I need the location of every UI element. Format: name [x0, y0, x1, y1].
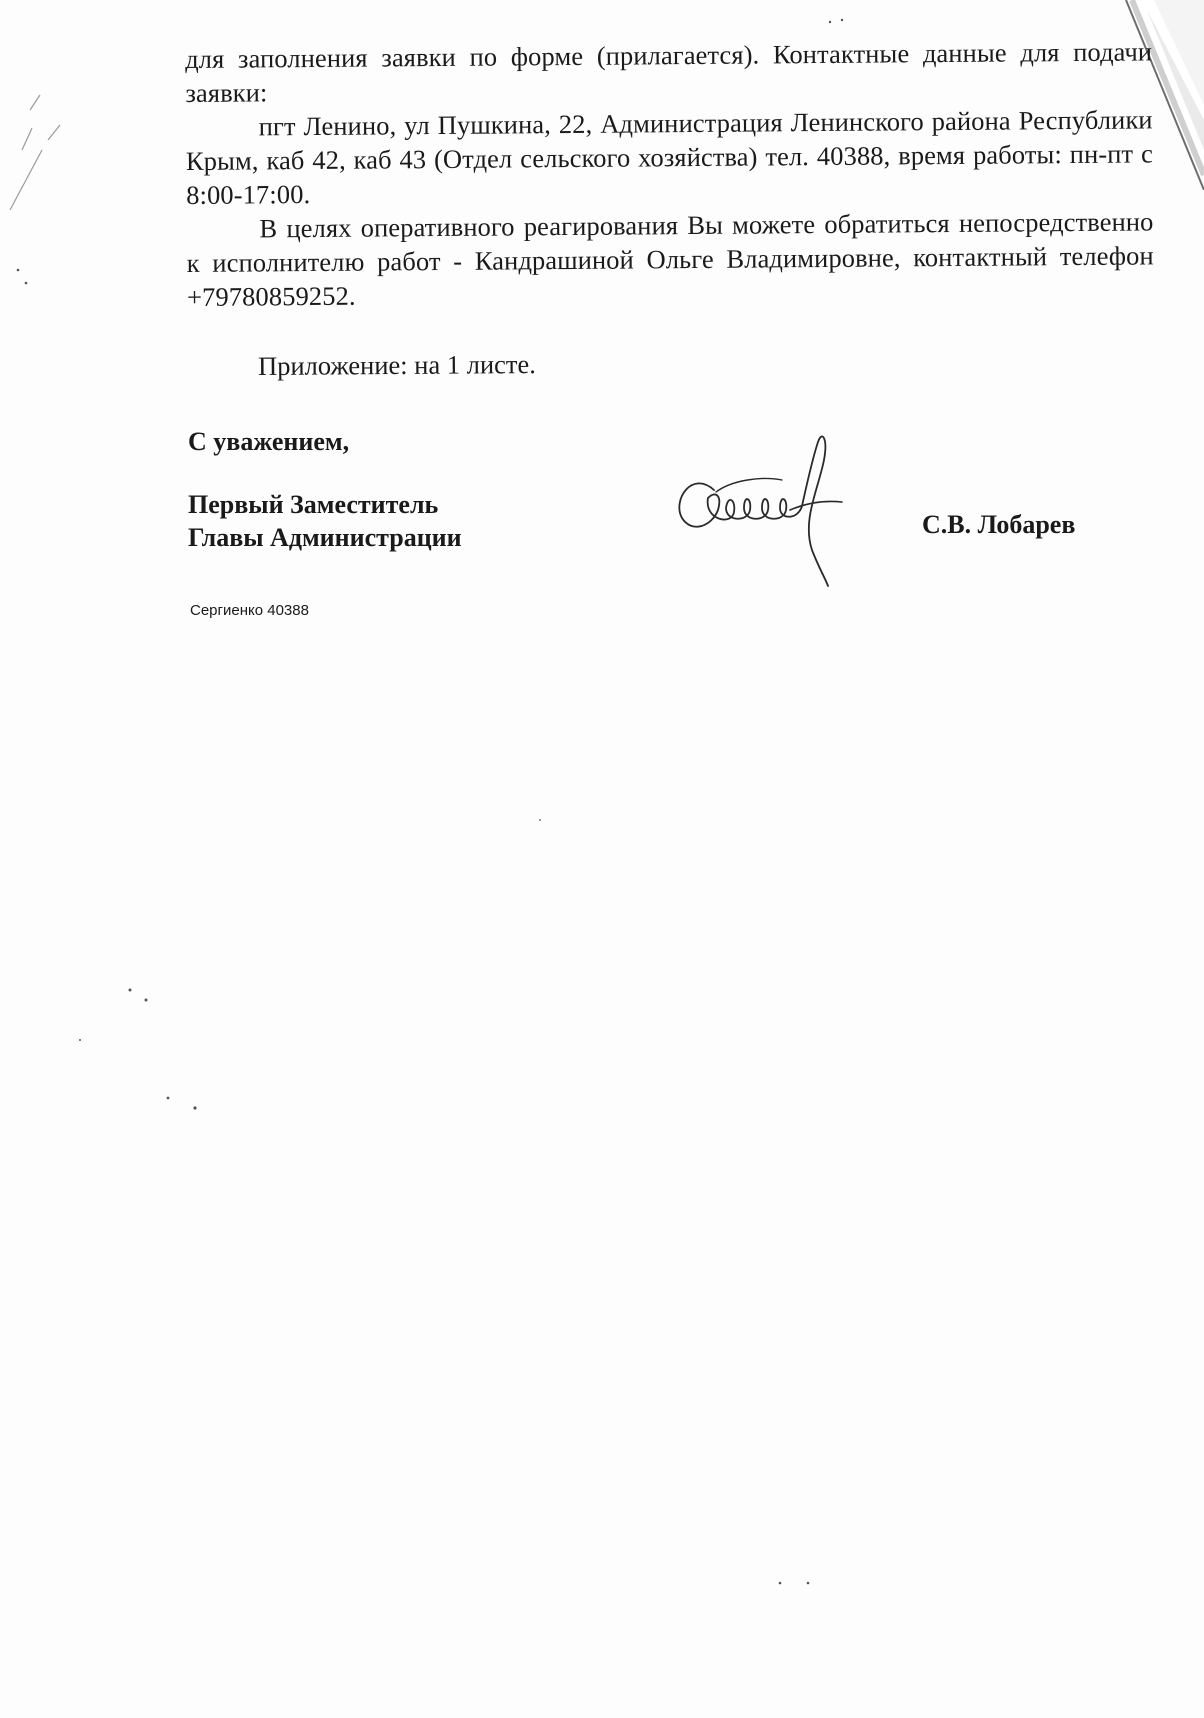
signer-position-line-1: Первый Заместитель: [188, 490, 439, 519]
letter-body: [185, 34, 1154, 314]
handwritten-signature: [672, 430, 854, 588]
executor-note: Сергиенко 40388: [190, 602, 309, 619]
signer-position: [188, 488, 462, 554]
signer-position-line-2: Главы Администрации: [188, 523, 462, 552]
paragraph-contact-intro: для заполнения заявки по форме (прилагается). Контактные данные для подачи заявки:: [185, 36, 1153, 108]
paragraph-address: пгт Ленино, ул Пушкина, 22, Администрация Ленинского района Республики Крым, каб 42, каб 43 (Отдел сельского хозяйства) тел. 40388, время работы: пн-пт с 8:00-17:00.: [185, 104, 1154, 210]
paragraph-executor-contact: В целях оперативного реагирования Вы можете обратиться непосредственно к исполнителю работ - Кандрашиной Ольге Владимировне, контактный телефон +79780859252.: [186, 206, 1154, 312]
closing-phrase: С уважением,: [188, 427, 350, 456]
attachment-note: Приложение: на 1 листе.: [257, 349, 536, 381]
signer-name: С.В. Лобарев: [922, 510, 1076, 539]
